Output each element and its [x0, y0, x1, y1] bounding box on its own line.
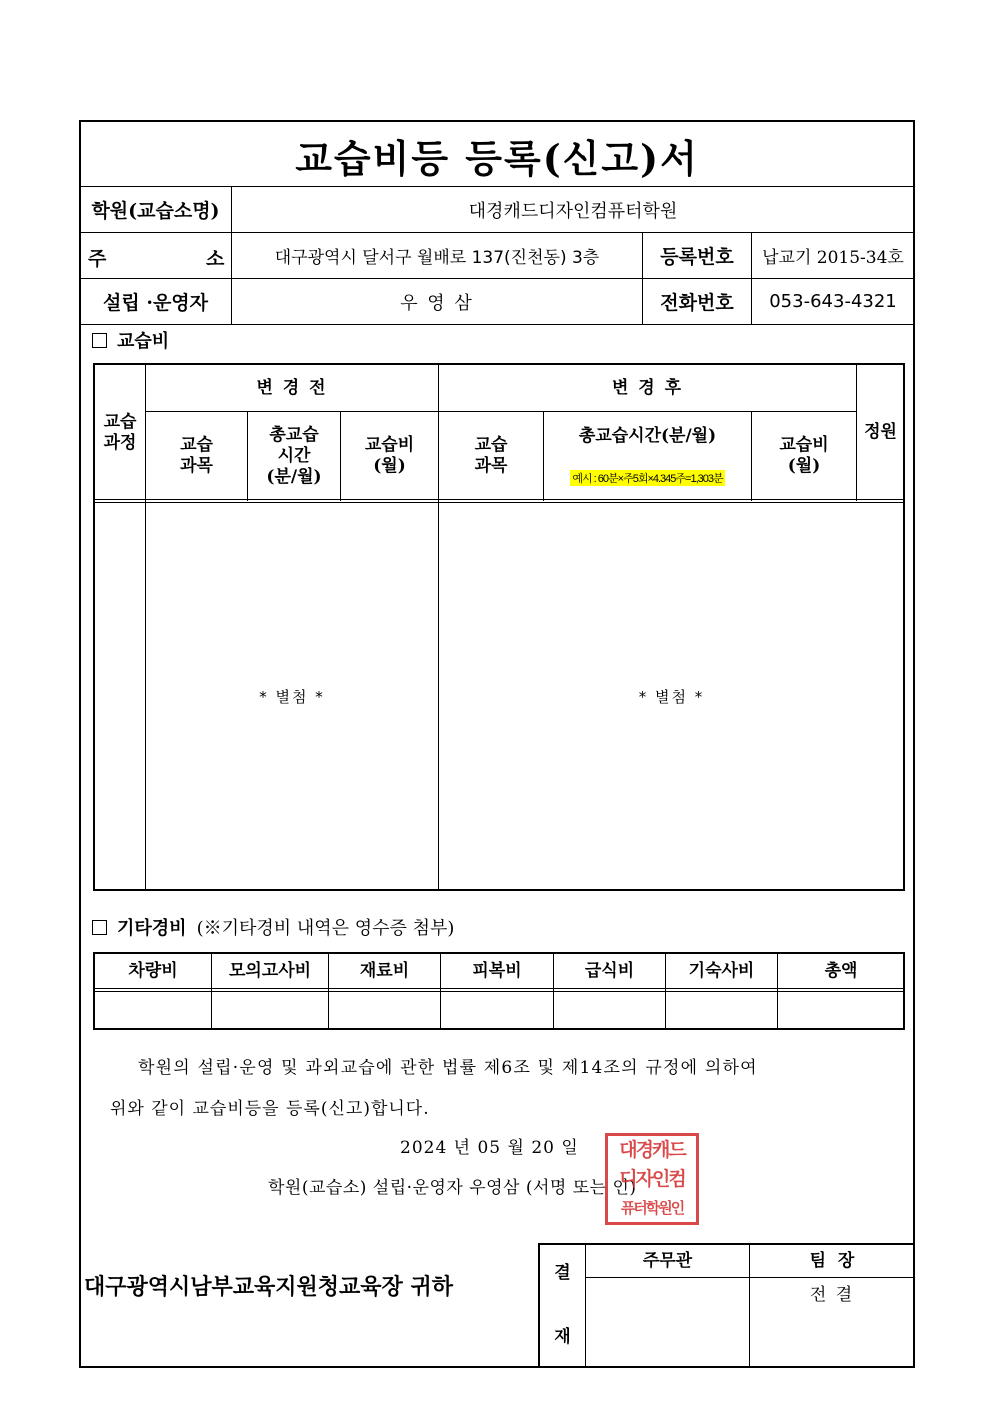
- academy-label: 학원(교습소명): [91, 200, 220, 222]
- seal-stamp: [605, 1133, 699, 1225]
- after-time-header: 총교습시간(분/월): [578, 425, 717, 446]
- statement-date: 2024 년 05 월 20 일: [400, 1138, 579, 1158]
- statement-line-1: 학원의 설립·운영 및 과외교습에 관한 법률 제6조 및 제14조의 규정에 의하여: [138, 1058, 758, 1078]
- before-fee-header: 교습비 (월): [364, 435, 415, 476]
- approval-label-2: 재: [554, 1326, 571, 1347]
- founder-value: 우 영 삼: [400, 292, 474, 314]
- address-label-1: 주: [88, 248, 107, 270]
- regno-value: 납교기 2015-34호: [762, 248, 904, 268]
- after-fee-header: 교습비 (월): [779, 435, 829, 476]
- other-section-heading: [92, 914, 454, 940]
- recipient: 대구광역시남부교육지원청교육장 귀하: [84, 1274, 453, 1300]
- attached-before: * 별첨 *: [259, 688, 325, 706]
- address-value: 대구광역시 달서구 월배로 137(진천동) 3층: [274, 248, 600, 268]
- academy-value: 대경캐드디자인컴퓨터학원: [468, 200, 678, 222]
- after-time-example: 예시 : 60분×주5회×4.345주=1,303분: [570, 470, 724, 486]
- before-time-header: 총교습 시간 (분/월): [266, 424, 322, 487]
- stamp-line: 퓨터학원인: [620, 1198, 684, 1217]
- founder-label: 설립 ·운영자: [103, 292, 208, 314]
- after-time-example-cell: [544, 466, 751, 490]
- approval-decision: 전 결: [809, 1284, 855, 1305]
- phone-value: 053-643-4321: [769, 291, 897, 312]
- address-label-2: 소: [206, 248, 225, 270]
- before-subject-header: 교습 과목: [180, 435, 213, 476]
- course-header: 교습 과정: [103, 411, 137, 453]
- stamp-line: 디자인컴: [619, 1167, 685, 1190]
- statement-signer: 학원(교습소) 설립·운영자 우영삼 (서명 또는 인): [268, 1178, 637, 1198]
- other-section-note: (※기타경비 내역은 영수증 첨부): [196, 918, 455, 939]
- total-header: 총액: [824, 960, 858, 981]
- checkbox-icon: [92, 333, 107, 348]
- meal-fee-header: 급식비: [584, 960, 635, 981]
- checkbox-icon: [92, 920, 107, 935]
- tuition-section-label: 교습비: [117, 331, 170, 352]
- mock-exam-fee-header: 모의고사비: [228, 960, 312, 981]
- other-section-label: 기타경비: [117, 918, 187, 939]
- capacity-header: 정원: [864, 422, 897, 442]
- after-subject-header: 교습 과목: [474, 435, 508, 476]
- officer-header: 주무관: [642, 1250, 693, 1271]
- manager-header: 팀 장: [809, 1250, 855, 1271]
- divider: [94, 991, 904, 992]
- after-header: 변 경 후: [611, 377, 684, 398]
- tuition-section-heading: [92, 327, 169, 353]
- divider: [80, 324, 914, 325]
- stamp-line: 대경캐드: [619, 1138, 685, 1161]
- before-header: 변 경 전: [256, 377, 328, 398]
- approval-label-1: 결: [554, 1262, 571, 1283]
- dormitory-fee-header: 기숙사비: [688, 960, 755, 981]
- attached-after: * 별첨 *: [638, 688, 705, 706]
- phone-label: 전화번호: [660, 292, 734, 314]
- regno-label: 등록번호: [660, 246, 734, 268]
- clothing-fee-header: 피복비: [472, 960, 522, 981]
- form-title: 교습비등 등록(신고)서: [295, 135, 699, 181]
- statement-line-2: 위와 같이 교습비등을 등록(신고)합니다.: [110, 1099, 430, 1119]
- vehicle-fee-header: 차량비: [128, 960, 178, 981]
- material-fee-header: 재료비: [359, 960, 410, 981]
- divider: [94, 988, 904, 989]
